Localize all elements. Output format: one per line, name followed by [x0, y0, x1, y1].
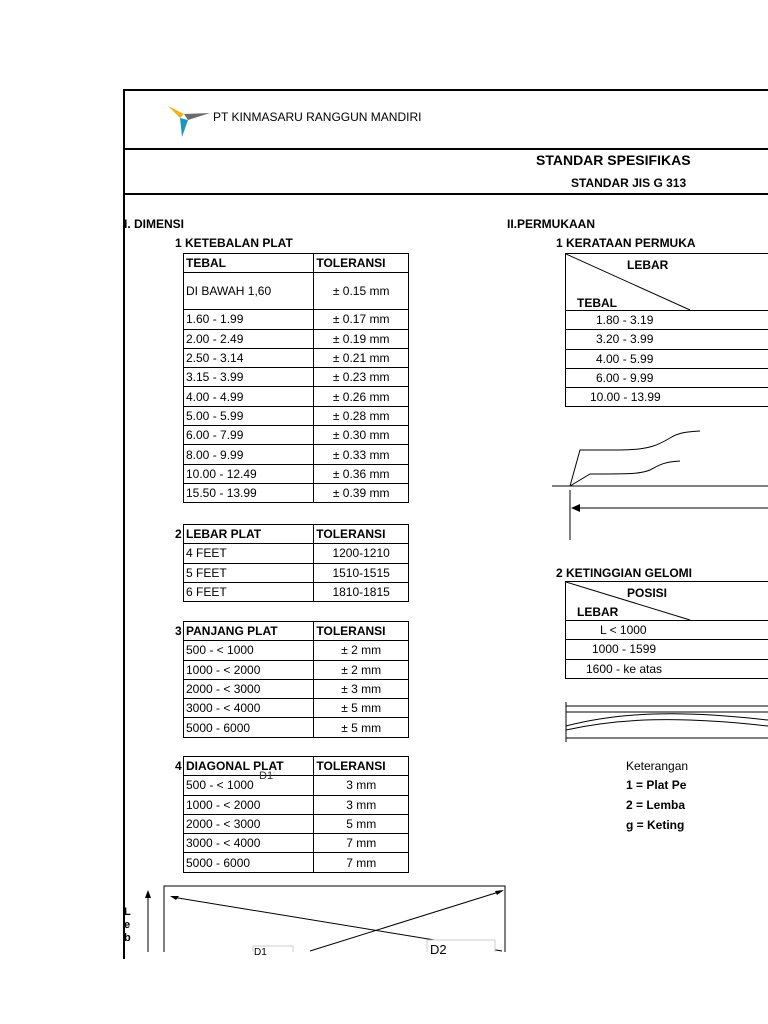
lebar-number: 2 — [175, 527, 182, 541]
header-divider-2 — [123, 193, 768, 195]
header-cell: TEBAL — [184, 254, 314, 273]
table-cell: 1600 - ke atas — [566, 659, 768, 678]
table-cell: DI BAWAH 1,60 — [184, 273, 314, 310]
d2-label: D2 — [430, 942, 447, 957]
table-cell: ± 2 mm — [314, 641, 409, 660]
table-cell: 6 FEET — [184, 582, 314, 601]
table-cell: 4.00 - 5.99 — [566, 349, 768, 368]
table-cell: L < 1000 — [566, 621, 768, 640]
diagonal-table — [183, 756, 409, 873]
table-row — [566, 311, 768, 330]
company-logo — [166, 104, 212, 140]
table-cell: 10.00 - 13.99 — [566, 388, 768, 407]
diagonal-number: 4 — [175, 759, 182, 773]
table-row — [184, 563, 409, 582]
table-cell: ± 0.17 mm — [314, 310, 409, 329]
gelombang-table — [565, 581, 768, 679]
header-cell: DIAGONAL PLAT — [184, 757, 314, 776]
diagonal-header-cell — [566, 254, 768, 311]
header-lebar: LEBAR — [627, 258, 669, 272]
kerataan-table — [565, 253, 768, 407]
keterangan-line-1: 1 = Plat Pe — [626, 778, 687, 792]
keterangan-line-3: g = Keting — [626, 818, 685, 832]
table-cell: 1810-1815 — [314, 582, 409, 601]
table-cell: 15.50 - 13.99 — [184, 483, 314, 502]
table-row — [184, 310, 409, 329]
table-cell: 1000 - < 2000 — [184, 660, 314, 679]
table-row — [566, 349, 768, 368]
table-header-row — [184, 254, 409, 273]
header-cell: TOLERANSI — [314, 757, 409, 776]
table-row — [566, 368, 768, 387]
panjang-number: 3 — [175, 624, 182, 638]
table-cell: 4 FEET — [184, 544, 314, 563]
table-row — [184, 329, 409, 348]
table-row — [566, 388, 768, 407]
table-row — [566, 330, 768, 349]
table-cell: ± 0.23 mm — [314, 368, 409, 387]
table-cell: 500 - < 1000 — [184, 641, 314, 660]
table-cell: 1200-1210 — [314, 544, 409, 563]
table-cell: ± 0.28 mm — [314, 406, 409, 425]
table-cell: ± 3 mm — [314, 679, 409, 698]
table-row — [184, 795, 409, 814]
panjang-table — [183, 621, 409, 738]
header-cell: TOLERANSI — [314, 622, 409, 641]
table-cell: 1.80 - 3.19 — [566, 311, 768, 330]
table-row — [184, 776, 409, 795]
header-lebar: LEBAR — [577, 605, 619, 619]
table-cell: ± 0.19 mm — [314, 329, 409, 348]
ketebalan-label: 1 KETEBALAN PLAT — [175, 236, 293, 250]
table-cell: 3000 - < 4000 — [184, 834, 314, 853]
table-row — [184, 445, 409, 464]
table-cell: 5.00 - 5.99 — [184, 406, 314, 425]
table-cell: ± 5 mm — [314, 699, 409, 718]
table-cell: 3 mm — [314, 776, 409, 795]
table-cell: 1000 - < 2000 — [184, 795, 314, 814]
table-row — [184, 464, 409, 483]
table-row — [184, 641, 409, 660]
table-cell: ± 0.21 mm — [314, 348, 409, 367]
table-row — [184, 348, 409, 367]
table-row — [184, 814, 409, 833]
header-posisi: POSISI — [627, 586, 668, 600]
table-row — [184, 660, 409, 679]
table-cell: 5000 - 6000 — [184, 718, 314, 737]
page-subtitle: STANDAR JIS G 313 — [571, 176, 687, 190]
diagram-side-label — [124, 906, 132, 945]
section-permukaan-title: II.PERMUKAAN — [507, 217, 596, 231]
flatness-diagram — [550, 428, 768, 544]
lebar-table — [183, 524, 409, 602]
table-row — [566, 640, 768, 659]
table-cell: ± 2 mm — [314, 660, 409, 679]
company-name: PT KINMASARU RANGGUN MANDIRI — [213, 110, 422, 124]
table-cell: 5 FEET — [184, 563, 314, 582]
table-cell: 500 - < 1000 — [184, 776, 314, 795]
table-cell: 2.50 - 3.14 — [184, 348, 314, 367]
table-cell: 8.00 - 9.99 — [184, 445, 314, 464]
table-cell: ± 0.15 mm — [314, 273, 409, 310]
table-cell: ± 0.39 mm — [314, 483, 409, 502]
table-row — [184, 679, 409, 698]
diagonal-diagram — [140, 884, 520, 952]
table-header-row — [184, 525, 409, 544]
page-title: STANDAR SPESIFIKAS — [536, 152, 691, 168]
table-row — [184, 406, 409, 425]
side-label-text: L e b — [124, 906, 131, 944]
d1-small-label: D1 — [259, 770, 274, 782]
ketebalan-table — [183, 253, 409, 503]
table-row — [184, 834, 409, 853]
table-row — [184, 387, 409, 406]
table-row — [184, 582, 409, 601]
header-cell: TOLERANSI — [314, 254, 409, 273]
table-cell: ± 0.26 mm — [314, 387, 409, 406]
d1-label: D1 — [254, 947, 267, 958]
table-row — [184, 426, 409, 445]
table-row — [184, 699, 409, 718]
table-row — [184, 273, 409, 310]
table-cell: ± 0.36 mm — [314, 464, 409, 483]
table-cell: 6.00 - 7.99 — [184, 426, 314, 445]
table-cell: 1000 - 1599 — [566, 640, 768, 659]
table-row — [566, 659, 768, 678]
table-cell: 2000 - < 3000 — [184, 814, 314, 833]
wave-diagram — [560, 698, 768, 744]
table-row — [184, 483, 409, 502]
header-cell: PANJANG PLAT — [184, 622, 314, 641]
header-divider-1 — [123, 148, 768, 150]
table-cell: 10.00 - 12.49 — [184, 464, 314, 483]
table-row — [184, 368, 409, 387]
diagonal-header-cell — [566, 582, 768, 621]
table-row — [184, 544, 409, 563]
table-cell: ± 0.30 mm — [314, 426, 409, 445]
table-cell: 2.00 - 2.49 — [184, 329, 314, 348]
table-row — [566, 621, 768, 640]
table-cell: 1510-1515 — [314, 563, 409, 582]
frame-top-border — [123, 89, 768, 91]
table-cell: 5 mm — [314, 814, 409, 833]
table-header-row — [184, 757, 409, 776]
header-cell: TOLERANSI — [314, 525, 409, 544]
table-cell: 2000 - < 3000 — [184, 679, 314, 698]
table-cell: 6.00 - 9.99 — [566, 368, 768, 387]
table-header-row — [566, 254, 768, 311]
keterangan-title: Keterangan — [626, 759, 689, 773]
table-cell: 3.20 - 3.99 — [566, 330, 768, 349]
header-cell: LEBAR PLAT — [184, 525, 314, 544]
table-header-row — [184, 622, 409, 641]
table-cell: 3000 - < 4000 — [184, 699, 314, 718]
table-row — [184, 853, 409, 872]
table-cell: 5000 - 6000 — [184, 853, 314, 872]
gelombang-label: 2 KETINGGIAN GELOMI — [556, 566, 693, 580]
table-cell: 3.15 - 3.99 — [184, 368, 314, 387]
table-row — [184, 718, 409, 737]
kerataan-label: 1 KERATAAN PERMUKA — [556, 236, 696, 250]
table-cell: 1.60 - 1.99 — [184, 310, 314, 329]
table-cell: 4.00 - 4.99 — [184, 387, 314, 406]
table-header-row — [566, 582, 768, 621]
keterangan-line-2: 2 = Lemba — [626, 798, 686, 812]
section-dimensi-title: I. DIMENSI — [124, 217, 185, 231]
table-cell: ± 5 mm — [314, 718, 409, 737]
table-cell: 7 mm — [314, 834, 409, 853]
table-cell: 3 mm — [314, 795, 409, 814]
table-cell: 7 mm — [314, 853, 409, 872]
header-tebal: TEBAL — [577, 296, 617, 310]
table-cell: ± 0.33 mm — [314, 445, 409, 464]
